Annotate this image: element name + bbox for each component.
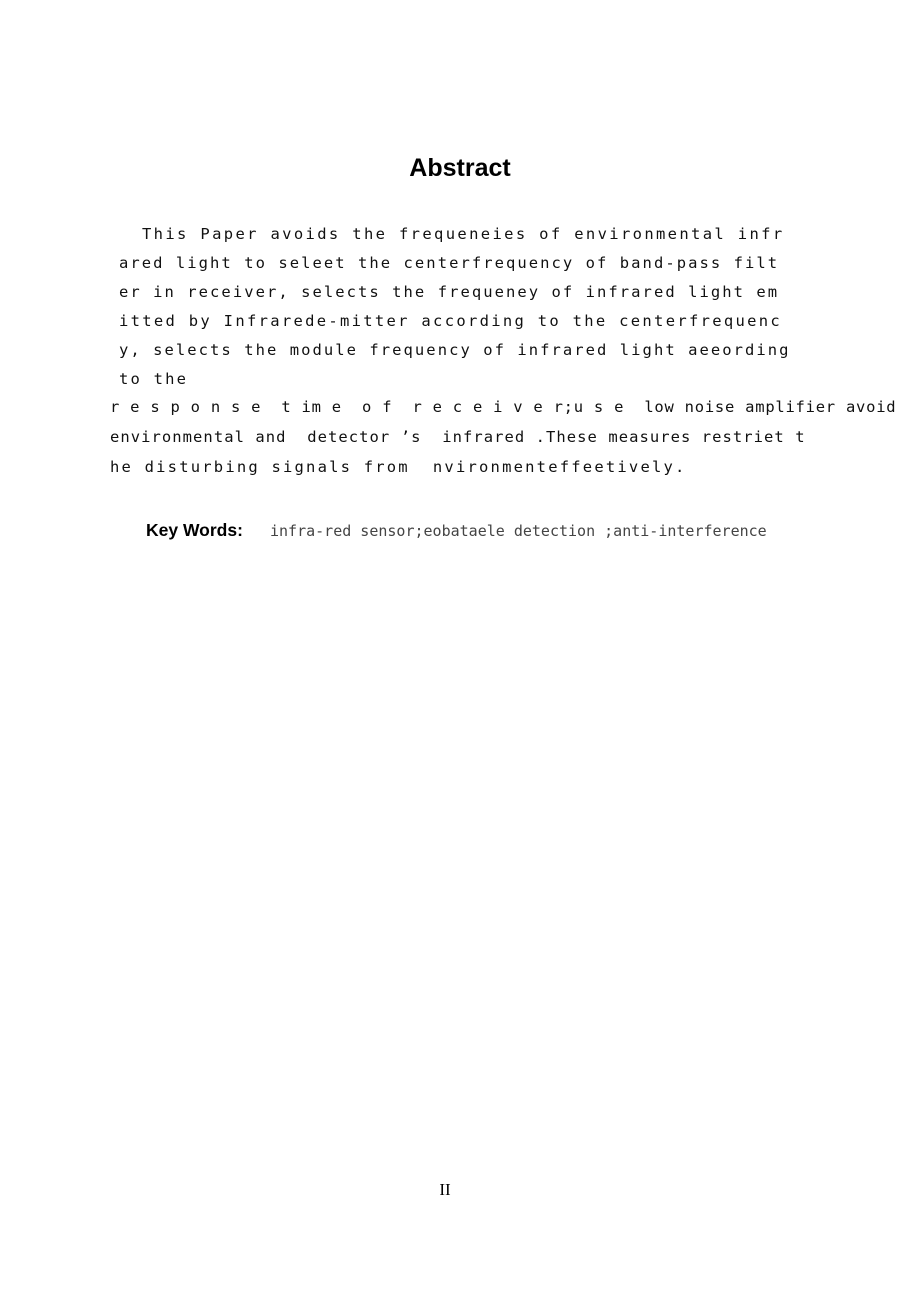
abstract-line: er in receiver, selects the frequeney of infrared light em [119,283,780,301]
abstract-line: ared light to seleet the centerfrequency of band-pass filt [119,254,780,272]
abstract-title: Abstract [409,154,511,182]
abstract-line: This Paper avoids the frequeneies of environmental infr [142,225,785,243]
keywords-text: infra-red sensor;eobataele detection ;anti-interference [270,522,767,540]
abstract-line: he disturbing signals from nvironmenteffeetively. [110,458,687,476]
page-number: II [439,1180,451,1199]
keywords-label: Key Words: [146,520,243,540]
abstract-line: itted by Infrarede-mitter according to the centerfrequenc [119,312,783,330]
abstract-line: r e s p o n s e t im e o f r e c e i v e r;u s e low noise amplifier avoid [110,398,897,416]
abstract-line: y, selects the module frequency of infrared light aeeording [119,341,791,359]
abstract-line: environmental and detector ’s infrared .These measures restriet t [110,428,806,446]
abstract-line: to the [119,370,189,388]
